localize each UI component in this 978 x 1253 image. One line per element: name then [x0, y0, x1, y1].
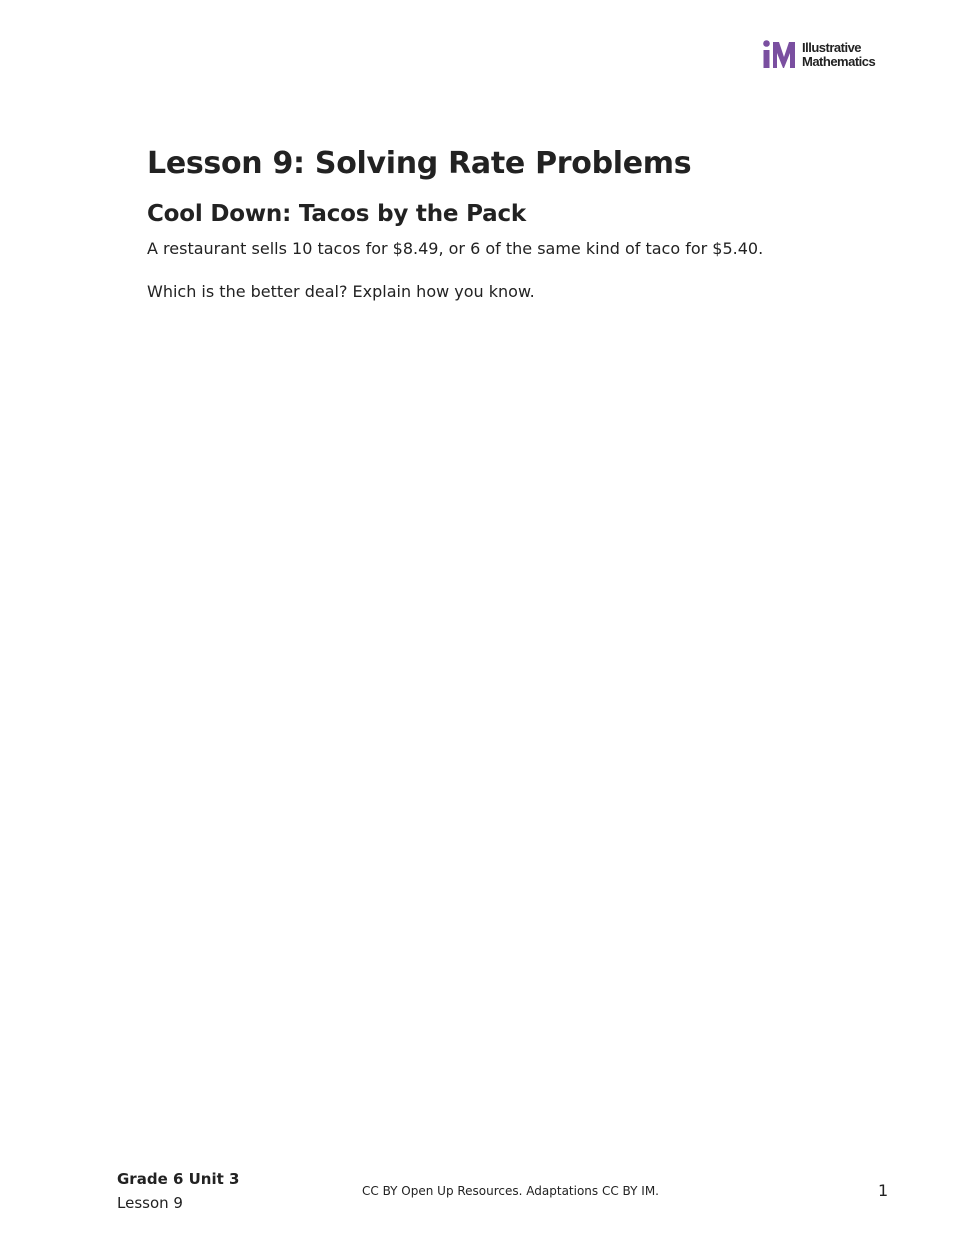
brand-logo: [762, 40, 875, 70]
footer-license: CC BY Open Up Resources. Adaptations CC BY IM.: [362, 1184, 659, 1198]
footer-lesson: Lesson 9: [117, 1194, 183, 1212]
logo-line-2: Mathematics: [802, 54, 876, 69]
logo-line-1: Illustrative: [802, 40, 862, 55]
section-title: Cool Down: Tacos by the Pack: [147, 201, 526, 227]
problem-statement: A restaurant sells 10 tacos for $8.49, or 6 of the same kind of taco for $5.40.: [147, 239, 764, 258]
im-logo-icon: [762, 40, 798, 70]
lesson-title: Lesson 9: Solving Rate Problems: [147, 146, 692, 181]
page-number: 1: [878, 1181, 889, 1200]
problem-question: Which is the better deal? Explain how you know.: [147, 282, 535, 301]
logo-wordmark: [802, 41, 875, 69]
footer-grade-unit: Grade 6 Unit 3: [117, 1170, 240, 1188]
